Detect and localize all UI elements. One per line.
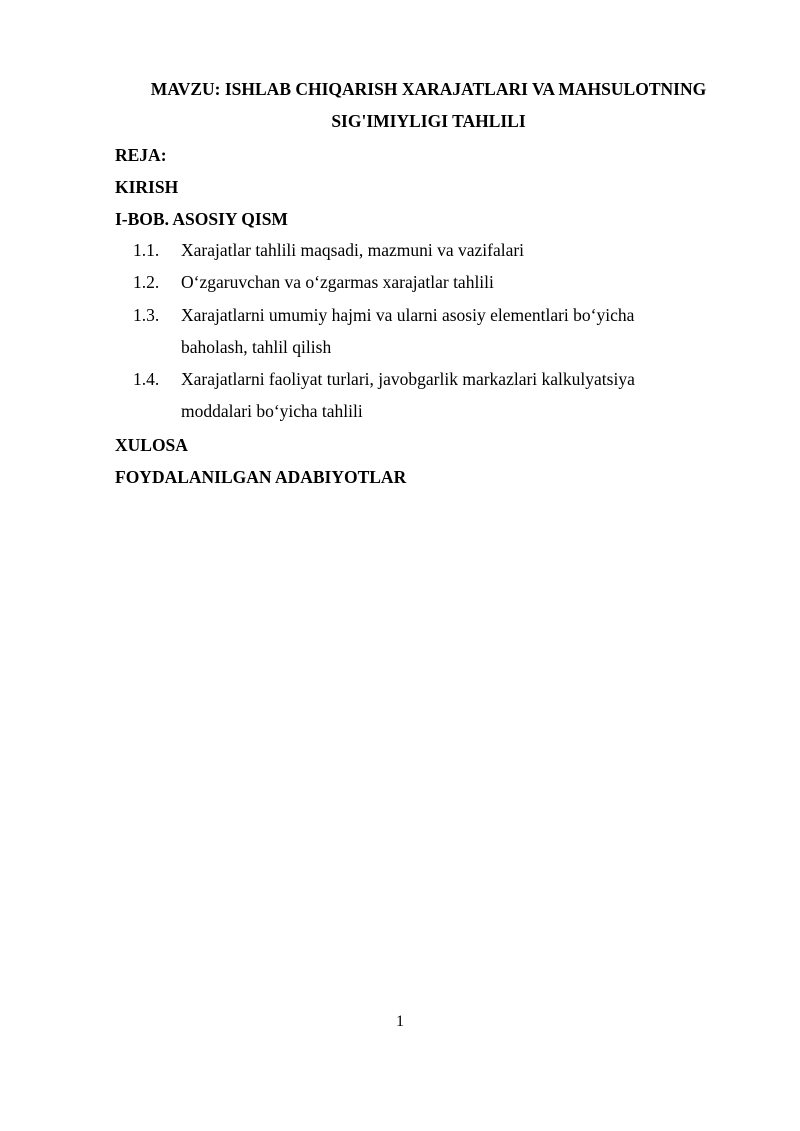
- toc-item-number: 1.1.: [133, 240, 160, 260]
- document-title: [115, 73, 742, 137]
- title-line-2: SIG'IMIYLIGI TAHLILI: [331, 111, 526, 131]
- conclusion-heading: XULOSA: [115, 435, 188, 455]
- toc-item-text-continued: moddalari bo‘yicha tahlili: [181, 401, 363, 421]
- introduction-heading: KIRISH: [115, 177, 179, 197]
- title-line-1: MAVZU: ISHLAB CHIQARISH XARAJATLARI VA MAHSULOTNING: [150, 79, 707, 99]
- toc-item-number: 1.4.: [133, 369, 160, 389]
- toc-item-number: 1.3.: [133, 305, 160, 325]
- toc-item-text: O‘zgaruvchan va o‘zgarmas xarajatlar tahlili: [181, 272, 494, 292]
- toc-item-number: 1.2.: [133, 272, 160, 292]
- toc-item-text: Xarajatlar tahlili maqsadi, mazmuni va vazifalari: [181, 240, 525, 260]
- plan-heading: REJA:: [115, 145, 167, 165]
- page-number: 1: [396, 1013, 404, 1030]
- chapter-heading: I-BOB. ASOSIY QISM: [115, 209, 288, 229]
- toc-item-text-continued: baholash, tahlil qilish: [181, 337, 332, 357]
- toc-item-text: Xarajatlarni umumiy hajmi va ularni asosiy elementlari bo‘yicha: [181, 305, 635, 325]
- toc-item-text: Xarajatlarni faoliyat turlari, javobgarlik markazlari kalkulyatsiya: [181, 369, 635, 389]
- references-heading: FOYDALANILGAN ADABIYOTLAR: [115, 467, 407, 487]
